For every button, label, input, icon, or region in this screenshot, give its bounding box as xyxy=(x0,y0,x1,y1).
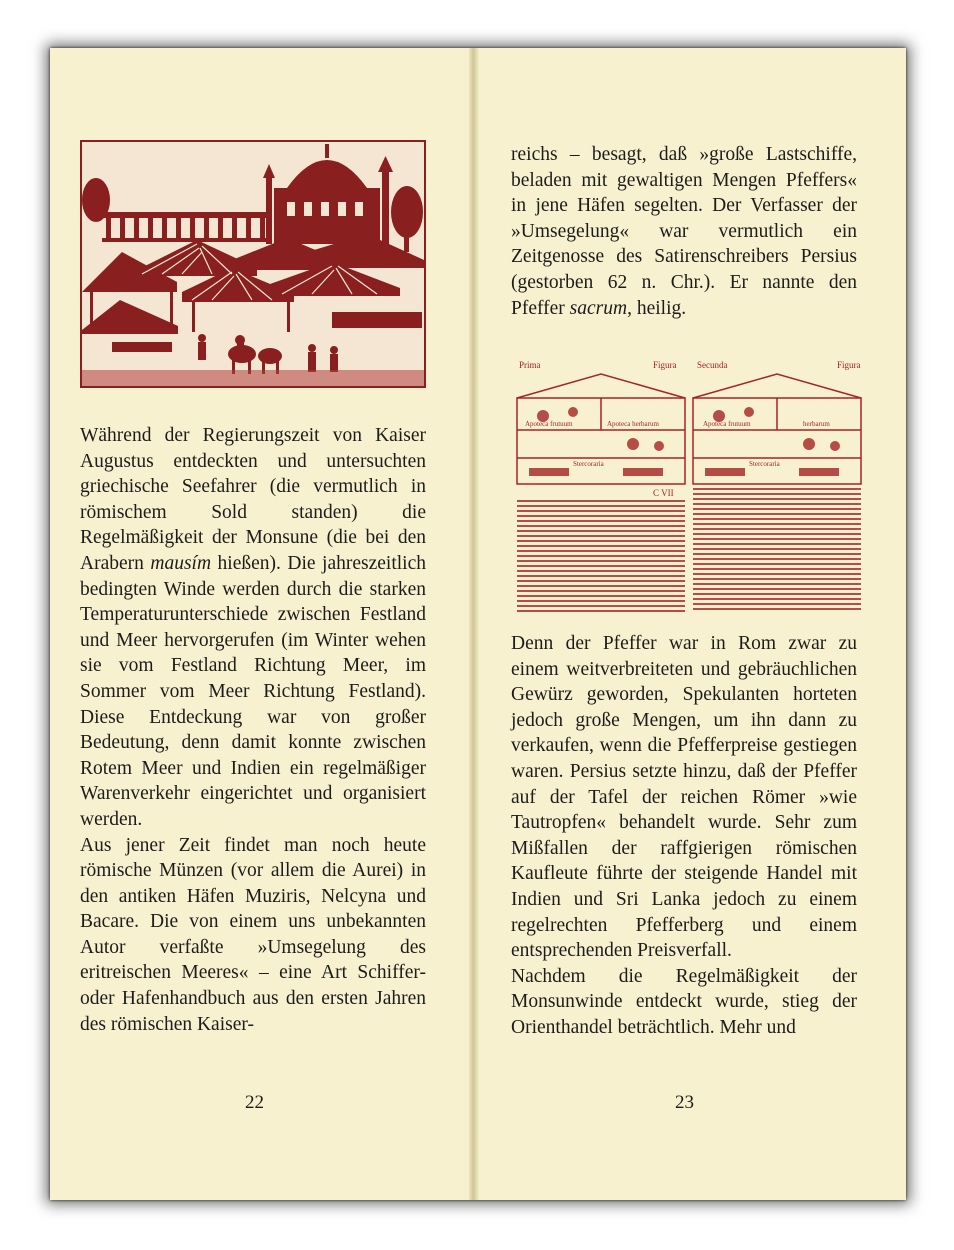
paragraph-reichs: reichs – besagt, daß »große Lastschiffe, beladen mit gewaltigen Mengen Pfeffers« in jene Häfen segelten. Der Verfasser der »Umsegelung« war vermutlich ein Zeitgenosse des Satirenschreibers Persius (gestorben 62 n. Chr.). Er nannte den Pfeffer sacrum, heilig. xyxy=(511,144,857,319)
left-page xyxy=(50,48,470,1200)
book-gutter xyxy=(469,48,479,1200)
woodcut-right-label-3: Stercoraria xyxy=(749,460,780,468)
woodcut-right-header-right: Figura xyxy=(837,360,861,370)
page-number-right: 23 xyxy=(675,1092,694,1113)
woodcut-column-ref: C VII xyxy=(653,488,674,498)
woodcut-left-label-3: Stercoraria xyxy=(573,460,604,468)
paragraph-monsoon: Während der Regierungszeit von Kaiser Augustus entdeckten und untersuchten griechische Seefahrer (die vermutlich in römischem Sold standen) die Regelmäßigkeit der Monsune (die bei den Arabern mausím hießen). Die jahreszeitlich bedingten Winde werden durch die starken Temperaturunterschiede zwischen Festland und Meer hervorgerufen (im Winter wehen sie vom Festland Richtung Meer, im Sommer vom Meer Richtung Festland). Diese Entdeckung war von großer Bedeutung, denn damit konnte zwischen Rotem Meer und Indien ein regelmäßiger Warenverkehr eingerichtet und organisiert werden. xyxy=(80,425,426,830)
woodcut-right-text-block xyxy=(693,488,861,614)
woodcut-left-header-left: Prima xyxy=(519,360,541,370)
woodcut-left-text-block xyxy=(517,500,685,614)
page-number-left: 22 xyxy=(245,1092,264,1113)
paragraph-orient-trade: Nachdem die Regelmäßigkeit der Monsunwinde entdeckt wurde, stieg der Orienthandel beträchtlich. Mehr und xyxy=(511,965,857,1038)
paragraph-coins: Aus jener Zeit findet man noch heute römische Münzen (vor allem die Aurei) in den antiken Häfen Muziris, Nelcyna und Bacare. Die von einem uns unbekannten Autor verfaßte »Umsegelung des eritreischen Meeres« – eine Art Schiffer- oder Hafenhandbuch aus den ersten Jahren des römischen Kaiser- xyxy=(80,834,426,1035)
woodcut-right-label-2: herbarum xyxy=(803,420,830,428)
woodcut-right-header-left: Secunda xyxy=(697,360,728,370)
left-body-text xyxy=(80,423,426,1037)
right-body-text xyxy=(511,631,857,1041)
paragraph-pepper-rome: Denn der Pfeffer war in Rom zwar zu einem weitverbreiteten und gebräuchlichen Gewürz geworden, Spekulanten horteten jedoch große Mengen, um ihn dann zu verkaufen, wenn die Pfefferpreise gestiegen waren. Persius setzte hinzu, daß der Pfeffer auf der Tafel der reichen Römer »wie Tautropfen« behandelt wurde. Sehr zum Mißfallen der raffgierigen römischen Kaufleute führte der steigende Handel mit Indien und Sri Lanka jedoch zu einem regelrechten Pfefferberg und einem entsprechenden Preisverfall. xyxy=(511,633,857,962)
market-illustration xyxy=(80,140,426,388)
woodcut-right-label-1: Apoteca frutuum xyxy=(703,420,751,428)
woodcut-reproduction xyxy=(503,360,875,618)
right-page xyxy=(479,48,906,1200)
woodcut-left-label-2: Apoteca herbarum xyxy=(607,420,659,428)
right-top-text xyxy=(511,142,857,321)
woodcut-left-header-right: Figura xyxy=(653,360,677,370)
book-spread xyxy=(50,48,906,1200)
woodcut-left-label-1: Apoteca frutuum xyxy=(525,420,573,428)
market-scene-drawing xyxy=(82,142,424,386)
